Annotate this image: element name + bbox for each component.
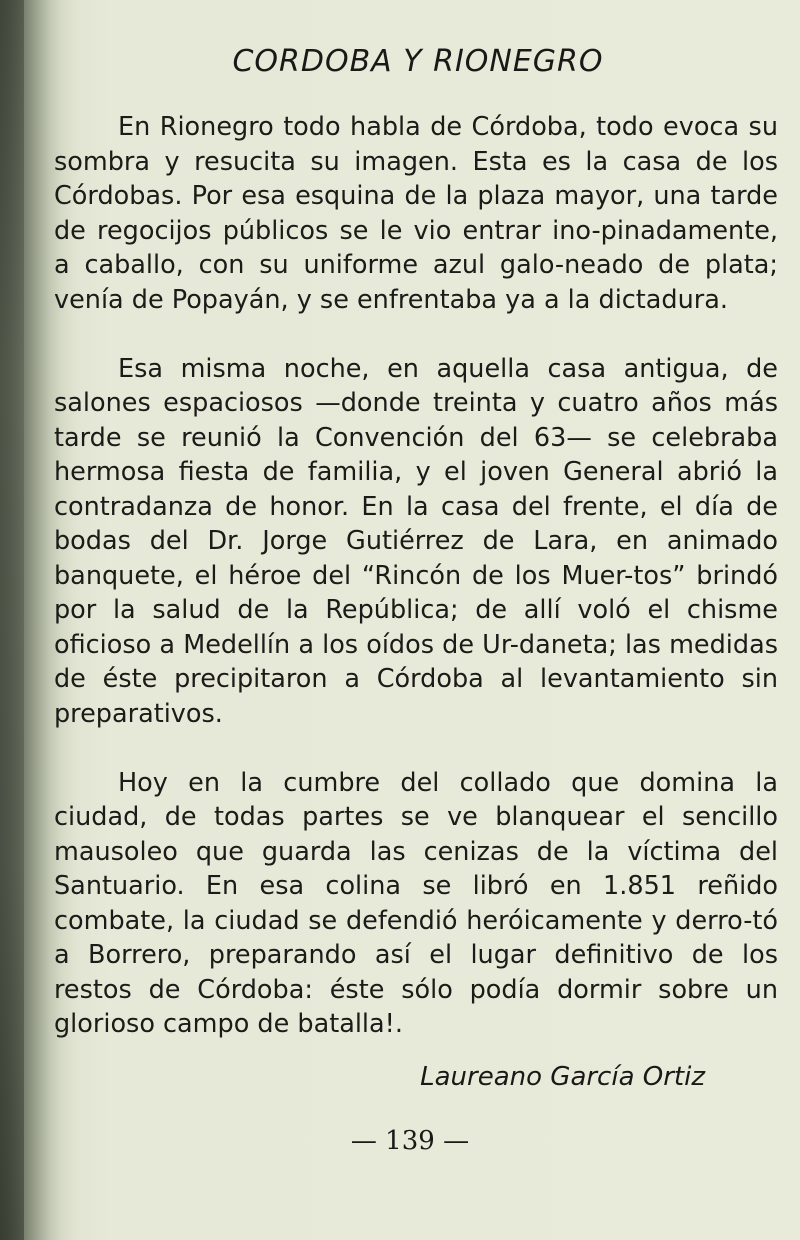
spine-shadow (0, 0, 24, 1240)
paragraph-3: Hoy en la cumbre del collado que domina la ciudad, de todas partes se ve blanquear el sencillo mausoleo que guarda las cenizas de la víctima del Santuario. En esa colina se libró en 1.851 reñido combate, la ciudad se defendió heróicamente y derro-tó a Borrero, preparando así el lugar definitivo de los restos de Córdoba: éste sólo podía dormir sobre un glorioso campo de batalla!. (54, 767, 778, 1039)
running-head: CORDOBA Y RIONEGRO (232, 44, 604, 79)
author-signature: Laureano García Ortiz (420, 1062, 705, 1092)
paragraph-1: En Rionegro todo habla de Córdoba, todo evoca su sombra y resucita su imagen. Esta es la casa de los Córdobas. Por esa esquina de la plaza mayor, una tarde de regocijos públicos se le vio entrar ino-pinadamente, a caballo, con su uniforme azul galo-neado de plata; venía de Popayán, y se enfrentaba ya a la dictadura. (54, 112, 778, 315)
paragraph-2: Esa misma noche, en aquella casa antigua, de salones espaciosos —donde treinta y cuatro años más tarde se reunió la Convención del 63— se celebraba hermosa fiesta de familia, y el joven General abrió la contradanza de honor. En la casa del frente, el día de bodas del Dr. Jorge Gutiérrez de Lara, en animado banquete, el héroe del “Rincón de los Muer-tos” brindó por la salud de la República; de allí voló el chisme oficioso a Medellín a los oídos de Ur-daneta; las medidas de éste precipitaron a Córdoba al levantamiento sin preparativos. (54, 353, 778, 729)
article-body (54, 110, 778, 1076)
page-number: — 139 — (350, 1126, 470, 1156)
